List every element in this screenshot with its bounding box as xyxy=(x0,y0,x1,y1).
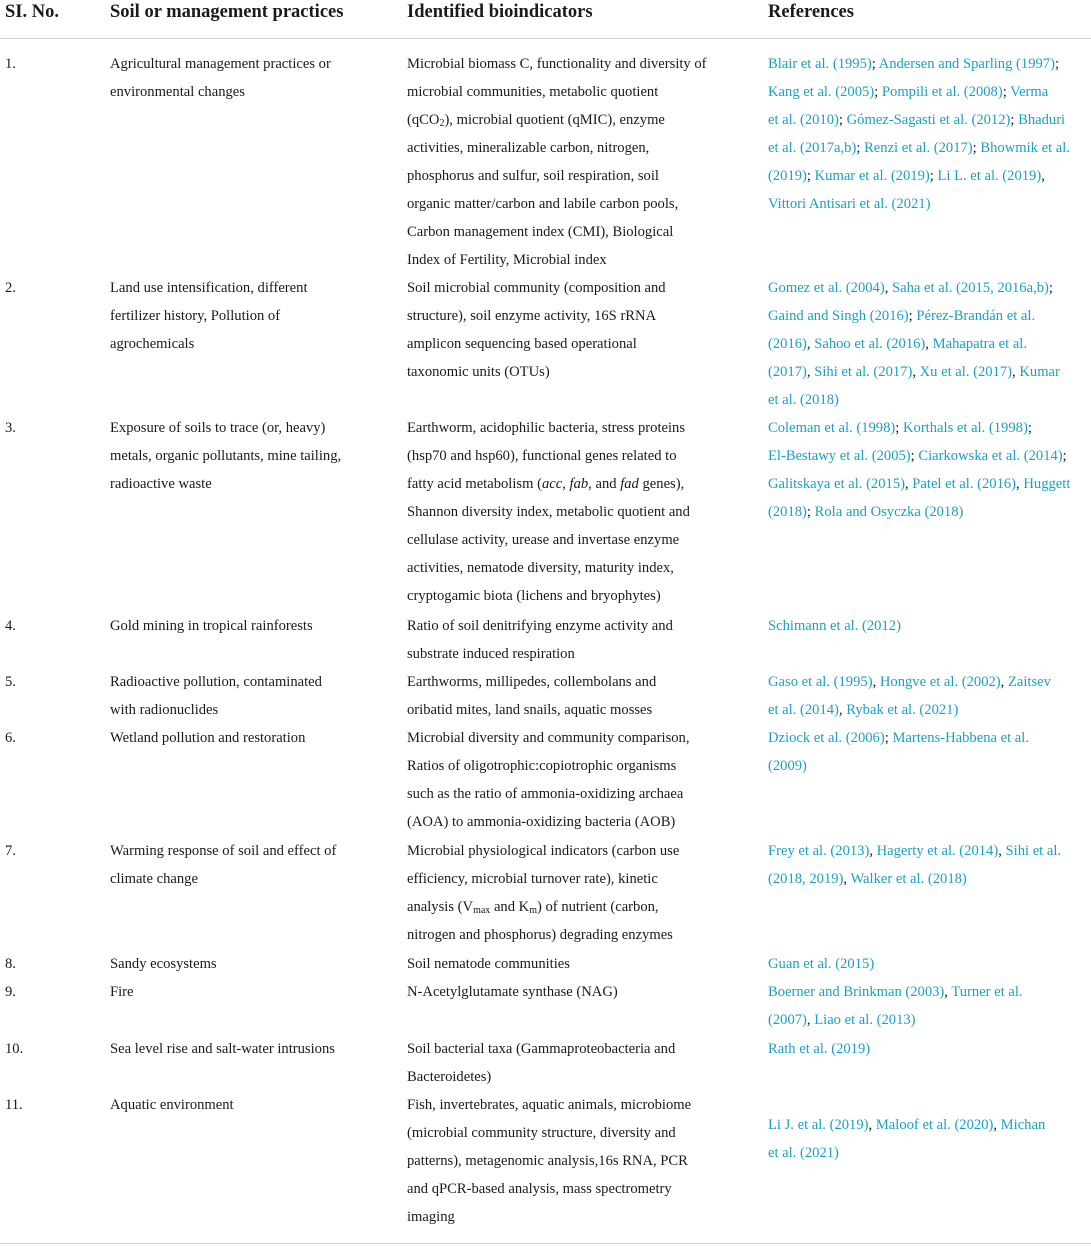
reference-separator: ; xyxy=(874,84,879,100)
reference-line xyxy=(768,612,901,640)
reference-link[interactable]: Rath et al. (2019) xyxy=(768,1041,871,1057)
reference-line xyxy=(768,302,1060,330)
reference-separator: , xyxy=(806,336,811,352)
reference-line xyxy=(768,442,1070,470)
header-references: References xyxy=(768,2,854,22)
reference-link[interactable]: (2019) xyxy=(768,168,807,184)
bioindicator-line: cellulase activity, urease and invertase enzyme xyxy=(407,532,680,548)
reference-link[interactable]: Korthals et al. (1998) xyxy=(902,420,1028,436)
reference-link[interactable]: et al. (2017a,b) xyxy=(768,140,857,156)
bioindicator-line: Shannon diversity index, metabolic quotient and xyxy=(407,504,690,520)
practice-line: Sea level rise and salt-water intrusions xyxy=(110,1041,335,1057)
references-cell xyxy=(768,612,901,640)
practice-line: Aquatic environment xyxy=(110,1097,234,1113)
reference-line xyxy=(768,106,1070,134)
bioindicator-line: oribatid mites, land snails, aquatic mosses xyxy=(407,702,653,718)
practice-cell xyxy=(110,414,341,498)
practice-line: Warming response of soil and effect of xyxy=(110,843,337,859)
reference-link[interactable]: Gaso et al. (1995) xyxy=(768,674,873,690)
bioindicator-line: Index of Fertility, Microbial index xyxy=(407,252,607,268)
reference-separator: , xyxy=(806,1012,811,1028)
practice-cell xyxy=(110,837,336,893)
bioindicator-line: organic matter/carbon and labile carbon pools, xyxy=(407,196,679,212)
reference-link[interactable]: et al. (2021) xyxy=(768,1145,839,1161)
reference-separator: , xyxy=(993,1117,998,1133)
reference-separator: , xyxy=(925,336,929,352)
bioindicator-line: (hsp70 and hsp60), functional genes related to xyxy=(407,448,677,464)
practice-line: radioactive waste xyxy=(110,476,212,492)
reference-separator: ; xyxy=(1054,56,1060,72)
reference-separator: , xyxy=(998,843,1002,859)
reference-link[interactable]: Mahapatra et al. xyxy=(932,336,1028,352)
reference-link[interactable]: Dziock et al. (2006) xyxy=(768,730,885,746)
bioindicator-cell xyxy=(407,1035,675,1091)
reference-link[interactable]: Gaind and Singh (2016) xyxy=(768,308,909,324)
references-cell xyxy=(768,724,1029,780)
bioindicator-line: Ratio of soil denitrifying enzyme activity and xyxy=(407,618,673,634)
reference-link[interactable]: et al. (2018) xyxy=(768,392,839,408)
reference-link[interactable]: (2007) xyxy=(768,1012,807,1028)
row-number: 10. xyxy=(5,1041,24,1057)
reference-separator: ; xyxy=(871,56,876,72)
references-cell xyxy=(768,274,1060,414)
practice-cell xyxy=(110,274,308,358)
row-number: 1. xyxy=(5,56,16,72)
reference-link[interactable]: (2018, 2019) xyxy=(768,871,844,887)
reference-separator: ; xyxy=(1048,280,1053,296)
reference-line xyxy=(768,78,1070,106)
reference-separator: ; xyxy=(884,730,889,746)
reference-line xyxy=(768,386,1060,414)
reference-separator: ; xyxy=(806,504,811,520)
practice-cell xyxy=(110,1091,234,1119)
reference-link[interactable]: Sahoo et al. (2016) xyxy=(814,336,926,352)
reference-line xyxy=(768,724,1029,752)
reference-link[interactable]: Gomez et al. (2004) xyxy=(768,280,885,296)
bottom-rule xyxy=(0,1243,1091,1244)
reference-link[interactable]: Rybak et al. (2021) xyxy=(846,702,959,718)
practice-line: Land use intensification, different xyxy=(110,280,308,296)
reference-link[interactable]: Saha et al. (2015, 2016a,b) xyxy=(892,280,1049,296)
reference-link[interactable]: Xu et al. (2017) xyxy=(919,364,1013,380)
references-cell xyxy=(768,837,1061,893)
reference-separator: ; xyxy=(910,448,915,464)
reference-link[interactable]: Kumar et al. (2019) xyxy=(814,168,930,184)
reference-line xyxy=(768,865,1061,893)
references-cell xyxy=(768,1111,1045,1167)
practice-line: environmental changes xyxy=(110,84,245,100)
bioindicator-cell xyxy=(407,668,656,724)
bioindicator-line: microbial communities, metabolic quotient xyxy=(407,84,659,100)
practice-cell xyxy=(110,978,134,1006)
reference-link[interactable]: Zaitsev xyxy=(1007,674,1051,690)
bioindicator-line: Soil bacterial taxa (Gammaproteobacteria and xyxy=(407,1041,676,1057)
reference-link[interactable]: Ciarkowska et al. (2014) xyxy=(918,448,1063,464)
reference-link[interactable]: Hagerty et al. (2014) xyxy=(876,843,999,859)
reference-link[interactable]: Renzi et al. (2017) xyxy=(864,140,973,156)
reference-link[interactable]: Vittori Antisari et al. (2021) xyxy=(768,196,931,212)
reference-separator: ; xyxy=(1027,420,1032,436)
reference-link[interactable]: Bhowmik et al. xyxy=(980,140,1070,156)
bioindicator-line: (microbial community structure, diversity and xyxy=(407,1125,676,1141)
practice-line: fertilizer history, Pollution of xyxy=(110,308,281,324)
reference-separator: ; xyxy=(895,420,900,436)
practice-cell xyxy=(110,724,305,752)
bioindicator-line: substrate induced respiration xyxy=(407,646,575,662)
reference-link[interactable]: Turner et al. xyxy=(951,984,1023,1000)
references-cell xyxy=(768,1035,870,1063)
references-cell xyxy=(768,668,1051,724)
bioindicator-line: Bacteroidetes) xyxy=(407,1069,492,1085)
bioindicator-line: nitrogen and phosphorus) degrading enzymes xyxy=(407,927,673,943)
practice-line: Exposure of soils to trace (or, heavy) xyxy=(110,420,326,436)
bioindicator-line: Carbon management index (CMI), Biological xyxy=(407,224,674,240)
bioindicator-line: Microbial diversity and community comparison, xyxy=(407,730,690,746)
practice-line: Gold mining in tropical rainforests xyxy=(110,618,313,634)
reference-separator: ; xyxy=(1062,448,1067,464)
bioindicator-line: Soil nematode communities xyxy=(407,956,570,972)
reference-line xyxy=(768,190,1070,218)
reference-line xyxy=(768,978,1023,1006)
reference-link[interactable]: Pérez-Brandán et al. xyxy=(916,308,1036,324)
bioindicator-cell xyxy=(407,612,673,668)
bioindicator-line: Microbial physiological indicators (carbon use xyxy=(407,843,680,859)
row-number: 7. xyxy=(5,843,16,859)
bioindicator-cell xyxy=(407,50,707,274)
bioindicator-line: fatty acid metabolism (acc, fab, and fad genes), xyxy=(407,476,685,492)
reference-line xyxy=(768,50,1070,78)
reference-link[interactable]: Hongve et al. (2002) xyxy=(879,674,1001,690)
bioindicator-line: structure), soil enzyme activity, 16S rRNA xyxy=(407,308,657,324)
bioindicator-line: N-Acetylglutamate synthase (NAG) xyxy=(407,984,618,1000)
bioindicator-cell xyxy=(407,1091,691,1231)
bioindicator-line: analysis ($V_{max}$ and $K_m$) of nutrient (carbon, xyxy=(407,899,659,916)
reference-separator: , xyxy=(1016,476,1020,492)
reference-link[interactable]: Guan et al. (2015) xyxy=(768,956,875,972)
reference-separator: ; xyxy=(838,112,843,128)
reference-link[interactable]: Bhaduri xyxy=(1018,112,1066,128)
bioindicator-line: amplicon sequencing based operational xyxy=(407,336,637,352)
reference-link[interactable]: et al. (2014) xyxy=(768,702,839,718)
bioindicator-cell xyxy=(407,724,690,836)
reference-link[interactable]: Kang et al. (2005) xyxy=(768,84,875,100)
practice-line: Agricultural management practices or xyxy=(110,56,331,72)
practice-line: Wetland pollution and restoration xyxy=(110,730,306,746)
reference-link[interactable]: Maloof et al. (2020) xyxy=(875,1117,994,1133)
reference-link[interactable]: Sihi et al. xyxy=(1005,843,1062,859)
row-number: 9. xyxy=(5,984,16,1000)
reference-line xyxy=(768,470,1070,498)
reference-separator: ; xyxy=(1010,112,1015,128)
reference-link[interactable]: Andersen and Sparling (1997) xyxy=(878,56,1055,72)
reference-line xyxy=(768,1035,870,1063)
reference-link[interactable]: Li L. et al. (2019) xyxy=(937,168,1042,184)
practice-line: metals, organic pollutants, mine tailing, xyxy=(110,448,342,464)
reference-link[interactable]: El-Bestawy et al. (2005) xyxy=(768,448,911,464)
reference-separator: , xyxy=(1041,168,1045,184)
bioindicator-line: Fish, invertebrates, aquatic animals, microbiome xyxy=(407,1097,692,1113)
reference-separator: , xyxy=(838,702,843,718)
bioindicator-line: cryptogamic biota (lichens and bryophytes) xyxy=(407,588,661,604)
bioindicator-line: Ratios of oligotrophic:copiotrophic organisms xyxy=(407,758,677,774)
row-number: 3. xyxy=(5,420,16,436)
practice-line: Sandy ecosystems xyxy=(110,956,217,972)
reference-link[interactable]: Sihi et al. (2017) xyxy=(814,364,913,380)
reference-line xyxy=(768,358,1060,386)
header-bioindicators: Identified bioindicators xyxy=(407,2,593,22)
practice-line: Fire xyxy=(110,984,134,1000)
row-number: 5. xyxy=(5,674,16,690)
reference-separator: , xyxy=(884,280,889,296)
row-number: 11. xyxy=(5,1097,23,1113)
reference-link[interactable]: Frey et al. (2013) xyxy=(768,843,870,859)
reference-line xyxy=(768,330,1060,358)
reference-line xyxy=(768,1111,1045,1139)
reference-link[interactable]: Pompili et al. (2008) xyxy=(881,84,1003,100)
reference-link[interactable]: Walker et al. (2018) xyxy=(850,871,967,887)
reference-link[interactable]: Rola and Osyczka (2018) xyxy=(814,504,964,520)
reference-link[interactable]: Michan xyxy=(1000,1117,1046,1133)
bioindicator-line: phosphorus and sulfur, soil respiration, soil xyxy=(407,168,659,184)
bioindicator-line: Earthworms, millipedes, collembolans and xyxy=(407,674,657,690)
row-number: 6. xyxy=(5,730,16,746)
reference-separator: , xyxy=(872,674,877,690)
reference-link[interactable]: Blair et al. (1995) xyxy=(768,56,872,72)
reference-line xyxy=(768,668,1051,696)
references-cell xyxy=(768,414,1070,526)
reference-link[interactable]: Huggett xyxy=(1023,476,1071,492)
reference-line xyxy=(768,498,1070,526)
reference-link[interactable]: Schimann et al. (2012) xyxy=(768,618,901,634)
bioindicator-line: such as the ratio of ammonia-oxidizing archaea xyxy=(407,786,684,802)
reference-separator: , xyxy=(944,984,948,1000)
reference-separator: ; xyxy=(908,308,913,324)
bioindicator-line: taxonomic units (OTUs) xyxy=(407,364,550,380)
row-number: 4. xyxy=(5,618,16,634)
bioindicator-line: and qPCR-based analysis, mass spectrometry xyxy=(407,1181,672,1197)
reference-line xyxy=(768,696,1051,724)
bioindicator-line: efficiency, microbial turnover rate), kinetic xyxy=(407,871,658,887)
bioindicator-line: patterns), metagenomic analysis,16s RNA, PCR xyxy=(407,1153,688,1169)
practice-cell xyxy=(110,612,313,640)
bioindicator-line: Microbial biomass C, functionality and diversity of xyxy=(407,56,707,72)
practice-line: agrochemicals xyxy=(110,336,195,352)
reference-line xyxy=(768,162,1070,190)
reference-separator: ; xyxy=(806,168,811,184)
reference-separator: , xyxy=(806,364,811,380)
reference-link[interactable]: Li J. et al. (2019) xyxy=(768,1117,869,1133)
practice-cell xyxy=(110,1035,335,1063)
reference-link[interactable]: Patel et al. (2016) xyxy=(912,476,1017,492)
bioindicator-cell xyxy=(407,978,618,1006)
reference-link[interactable]: (2016) xyxy=(768,336,807,352)
reference-link[interactable]: Martens-Habbena et al. xyxy=(892,730,1029,746)
reference-line xyxy=(768,414,1070,442)
bioindicator-line: imaging xyxy=(407,1209,455,1225)
reference-link[interactable]: Galitskaya et al. (2015) xyxy=(768,476,905,492)
bioindicator-line: activities, nematode diversity, maturity index, xyxy=(407,560,674,576)
bioindicator-line: (qCO$_2$), microbial quotient (qMIC), enzyme xyxy=(407,112,665,129)
bioindicator-cell xyxy=(407,274,666,386)
reference-link[interactable]: Gómez-Sagasti et al. (2012) xyxy=(846,112,1011,128)
practice-line: with radionuclides xyxy=(110,702,219,718)
reference-line xyxy=(768,950,874,978)
reference-separator: , xyxy=(843,871,848,887)
bioindicator-line: Earthworm, acidophilic bacteria, stress proteins xyxy=(407,420,686,436)
reference-link[interactable]: (2009) xyxy=(768,758,807,774)
bioindicator-cell xyxy=(407,837,679,949)
reference-separator: ; xyxy=(1002,84,1007,100)
reference-line xyxy=(768,1139,1045,1167)
header-rule xyxy=(0,38,1091,39)
reference-separator: , xyxy=(1012,364,1016,380)
bioindicator-cell xyxy=(407,414,690,610)
reference-separator: ; xyxy=(856,140,861,156)
bioindicator-line: activities, mineralizable carbon, nitrogen, xyxy=(407,140,650,156)
bioindicator-line: Soil microbial community (composition and xyxy=(407,280,666,296)
table-header xyxy=(0,0,1091,36)
reference-separator: , xyxy=(869,843,873,859)
bioindicator-line: (AOA) to ammonia-oxidizing bacteria (AOB) xyxy=(407,814,676,830)
practice-cell xyxy=(110,950,217,978)
practice-cell xyxy=(110,668,322,724)
reference-link[interactable]: Coleman et al. (1998) xyxy=(768,420,896,436)
reference-link[interactable]: Liao et al. (2013) xyxy=(814,1012,916,1028)
practice-line: Radioactive pollution, contaminated xyxy=(110,674,322,690)
reference-link[interactable]: Boerner and Brinkman (2003) xyxy=(768,984,945,1000)
reference-separator: ; xyxy=(929,168,934,184)
reference-separator: , xyxy=(904,476,909,492)
reference-line xyxy=(768,837,1061,865)
reference-separator: ; xyxy=(972,140,977,156)
reference-link[interactable]: (2017) xyxy=(768,364,807,380)
reference-link[interactable]: Verma xyxy=(1010,84,1049,100)
reference-line xyxy=(768,134,1070,162)
row-number: 8. xyxy=(5,956,16,972)
reference-link[interactable]: (2018) xyxy=(768,504,807,520)
reference-separator: , xyxy=(912,364,916,380)
practice-line: climate change xyxy=(110,871,198,887)
reference-link[interactable]: Kumar xyxy=(1019,364,1060,380)
reference-separator: , xyxy=(868,1117,873,1133)
header-si-no: SI. No. xyxy=(5,2,59,22)
reference-line xyxy=(768,274,1060,302)
references-cell xyxy=(768,50,1070,218)
bioindicator-cell xyxy=(407,950,570,978)
references-cell xyxy=(768,978,1023,1034)
header-soil-practices: Soil or management practices xyxy=(110,2,344,22)
references-cell xyxy=(768,950,874,978)
reference-line xyxy=(768,752,1029,780)
practice-cell xyxy=(110,50,331,106)
row-number: 2. xyxy=(5,280,16,296)
reference-link[interactable]: et al. (2010) xyxy=(768,112,839,128)
reference-separator: , xyxy=(1000,674,1005,690)
reference-line xyxy=(768,1006,1023,1034)
